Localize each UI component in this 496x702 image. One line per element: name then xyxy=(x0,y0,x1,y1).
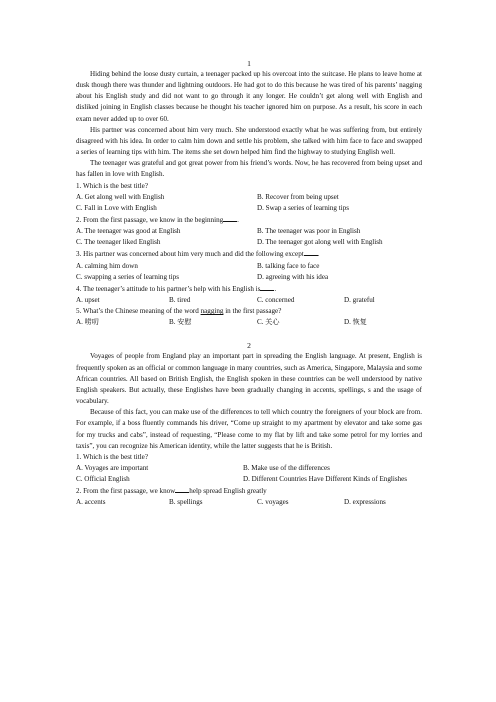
option-row xyxy=(76,497,422,508)
option-a: A. calming him down xyxy=(76,261,138,270)
question-stem: 1. Which is the best title? xyxy=(76,452,148,461)
passage-paragraph: The teenager was grateful and got great power from his friend’s words. Now, he has recovered from being upset and has fallen in love with English. xyxy=(76,159,422,179)
option-c: C. Fall in Love with English xyxy=(76,203,157,212)
option-b: B. spellings xyxy=(169,498,203,507)
section-1 xyxy=(76,58,422,328)
passage-paragraph: Because of this fact, you can make use of the differences to tell which country the foreigners of your block are from. For example, if a boss fluently commands his driver, “Come up straight to my apartment by elevator and take some gas for my trucks and cabs”, instead of requesting, “Please come to my flat by lift and take some petrol for my lorries and taxis”, you can recognize his American identity, while the latter suggests that he is British. xyxy=(76,408,422,450)
question-stem: 1. Which is the best title? xyxy=(76,181,148,190)
option-c: C. concerned xyxy=(257,296,295,305)
option-c: C. swapping a series of learning tips xyxy=(76,272,180,281)
question-stem: 4. The teenager’s attitude to his partner’s help with his English is . xyxy=(76,284,277,293)
option-a: A. 唠叨 xyxy=(76,318,99,327)
option-row xyxy=(76,295,422,306)
option-row xyxy=(76,474,422,485)
option-b: B. The teenager was poor in English xyxy=(257,227,361,236)
option-row xyxy=(76,463,422,474)
section-gap xyxy=(76,328,422,340)
option-a: A. Voyages are important xyxy=(76,464,149,473)
option-row xyxy=(76,192,422,203)
option-d: D. Swap a series of learning tips xyxy=(257,203,350,212)
question-stem: 2. From the first passage, we know help spread English greatly xyxy=(76,487,267,496)
option-row xyxy=(76,226,422,237)
underlined-word: nagging xyxy=(200,307,224,316)
answer-blank xyxy=(260,283,274,291)
worksheet-page xyxy=(76,58,422,509)
passage-paragraph: Hiding behind the loose dusty curtain, a teenager packed up his overcoat into the suitcase. He plans to leave home at dusk though there was thunder and lightning outdoors. He had got to do this because he was tired of his parents’ nagging about his English study and did not want to go through it any longer. He couldn’t get along well with English and disliked joining in English classes because he thought his teacher ignored him on purpose. As a result, his score in each exam never added up to over 60. xyxy=(76,70,422,123)
option-d: D. grateful xyxy=(344,296,375,305)
option-b: B. tired xyxy=(169,296,191,305)
option-a: A. upset xyxy=(76,296,100,305)
option-d: D. 恢复 xyxy=(344,318,367,327)
option-b: B. 安慰 xyxy=(169,318,192,327)
option-row xyxy=(76,317,422,328)
answer-blank xyxy=(223,214,237,222)
option-d: D. The teenager got along well with English xyxy=(257,238,383,247)
option-c: C. Official English xyxy=(76,475,130,484)
option-d: D. expressions xyxy=(344,498,386,507)
passage-paragraph: His partner was concerned about him very much. She understood exactly what he was suffering from, but entirely disagreed with his idea. In order to calm him down and settle his problem, she talked with him face to face and swapped a series of learning tips with him. The items she set down helped him find the highway to studying English well. xyxy=(76,125,422,157)
passage-paragraph: Voyages of people from England play an important part in spreading the English language. At present, English is frequently spoken as an official or common language in many countries, such as America, Singapore, Malaysia and some African countries. All based on British English, the English spoken in these countries can be well understood by native English speakers. But actually, these Englishes have been gradually changing in accents, spellings, s and the usage of vocabulary. xyxy=(76,352,422,406)
option-b: B. Recover from being upset xyxy=(257,192,339,201)
option-row xyxy=(76,237,422,248)
section-2 xyxy=(76,340,422,508)
answer-blank xyxy=(304,248,318,256)
option-a: A. accents xyxy=(76,498,106,507)
section-number: 2 xyxy=(247,341,251,351)
answer-blank xyxy=(175,485,189,493)
option-b: B. Make use of the differences xyxy=(243,464,330,473)
option-d: D. agreeing with his idea xyxy=(257,272,329,281)
option-row xyxy=(76,261,422,272)
option-a: A. The teenager was good at English xyxy=(76,227,181,236)
section-number: 1 xyxy=(247,59,251,68)
option-a: A. Get along well with English xyxy=(76,192,165,201)
option-d: D. Different Countries Have Different Kinds of Englishes xyxy=(243,475,408,484)
option-c: C. voyages xyxy=(257,498,289,507)
option-row xyxy=(76,272,422,283)
option-b: B. talking face to face xyxy=(257,261,320,270)
question-stem: 2. From the first passage, we know in the beginning . xyxy=(76,216,239,224)
question-stem: 3. His partner was concerned about him very much and did the following except . xyxy=(76,250,320,259)
question-stem: 5. What’s the Chinese meaning of the word nagging in the first passage? xyxy=(76,307,282,316)
option-row xyxy=(76,203,422,214)
option-c: C. The teenager liked English xyxy=(76,238,161,247)
option-c: C. 关心 xyxy=(257,318,280,327)
